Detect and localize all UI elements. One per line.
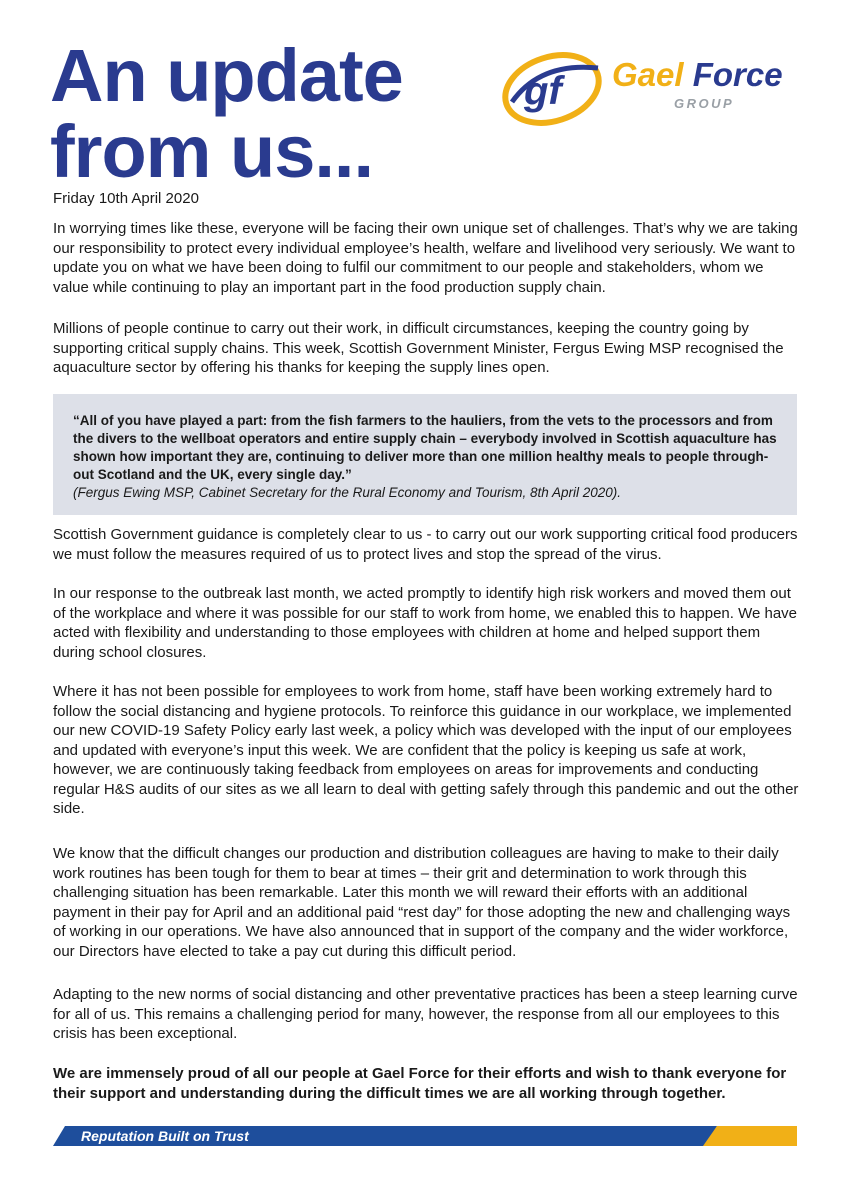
footer-tagline: Reputation Built on Trust bbox=[81, 1128, 249, 1144]
paragraph-adapting: Adapting to the new norms of social distancing and other preventative practices has been a steep learning curve for all of us. This remains a challenging period for many, however, the response from all our employees to this crisis has been exceptional. bbox=[53, 986, 798, 1042]
page-title bbox=[50, 34, 403, 193]
footer-yellow-band bbox=[703, 1126, 797, 1146]
logo-group-label: GROUP bbox=[674, 96, 735, 111]
gael-force-logo bbox=[500, 52, 800, 126]
paragraph-thanks: We are immensely proud of all our people at Gael Force for their efforts and wish to thank everyone for their support and understanding during the difficult times we are all working through together. bbox=[53, 1065, 787, 1102]
headline-line-2: from us... bbox=[50, 110, 374, 193]
logo-wordmark bbox=[612, 56, 783, 94]
paragraph-guidance: Scottish Government guidance is completely clear to us - to carry out our work supporting critical food producers we must follow the measures required of us to protect lives and stop the spread of the virus. bbox=[53, 526, 798, 563]
paragraph-rewards: We know that the difficult changes our production and distribution colleagues are having to make to their daily work routines has been tough for them to bear at times – their grit and determination to work through this challenging situation has been remarkable. Later this month we will reward their efforts with an additional payment in their pay for April and an additional paid “rest day” for those adopting the new and challenging ways of working in our operations. We have also announced that in support of the company and the wider workforce, our Directors have elected to take a pay cut during this difficult period. bbox=[53, 845, 791, 960]
gf-logo-icon bbox=[500, 52, 608, 126]
paragraph-intro: In worrying times like these, everyone will be facing their own unique set of challenges. That’s why we are taking our responsibility to protect every individual employee’s health, welfare and livelihood very seriously. We want to update you on what we have been doing to fulfil our commitment to our people and stakeholders, whom we value while continuing to play an important part in the food production supply chain. bbox=[53, 220, 798, 296]
headline-line-1: An update bbox=[50, 34, 403, 117]
letter-date: Friday 10th April 2020 bbox=[53, 190, 199, 207]
quote-text: “All of you have played a part: from the fish farmers to the hauliers, from the vets to the processors and from the divers to the wellboat operators and entire supply chain – everybody involved in Scottish aquaculture has shown how important they are, continuing to deliver more than one million healthy meals to people through-out Scotland and the UK, every single day.” bbox=[73, 413, 777, 482]
logo-word-gael: Gael bbox=[612, 56, 684, 93]
footer-bar bbox=[53, 1126, 797, 1146]
logo-monogram: gf bbox=[524, 69, 562, 113]
quote-citation: (Fergus Ewing MSP, Cabinet Secretary for the Rural Economy and Tourism, 8th April 2020). bbox=[73, 485, 622, 500]
paragraph-supply-chains: Millions of people continue to carry out their work, in difficult circumstances, keeping the country going by supporting critical supply chains. This week, Scottish Government Minister, Fergus Ewing MSP recognised the aquaculture sector by offering his thanks for keeping the supply lines open. bbox=[53, 320, 784, 376]
paragraph-safety-policy: Where it has not been possible for employees to work from home, staff have been working extremely hard to follow the social distancing and hygiene protocols. To reinforce this guidance in our workplace, we implemented our new COVID-19 Safety Policy early last week, a policy which was developed with the input of our employees and updated with everyone’s input this week. We are confident that the policy is keeping us safe at work, however, we are continuously taking feedback from employees on areas for improvements and conducting regular H&S audits of our sites as we all learn to deal with getting safely through this pandemic and out the other side. bbox=[53, 683, 799, 817]
minister-quote-box bbox=[53, 394, 797, 515]
paragraph-outbreak-response: In our response to the outbreak last month, we acted promptly to identify high risk workers and moved them out of the workplace and where it was possible for our staff to work from home, we enabled this to happen. We have acted with flexibility and understanding to those employees with children at home and helped support them during school closures. bbox=[53, 585, 798, 661]
logo-word-force: Force bbox=[692, 56, 783, 93]
